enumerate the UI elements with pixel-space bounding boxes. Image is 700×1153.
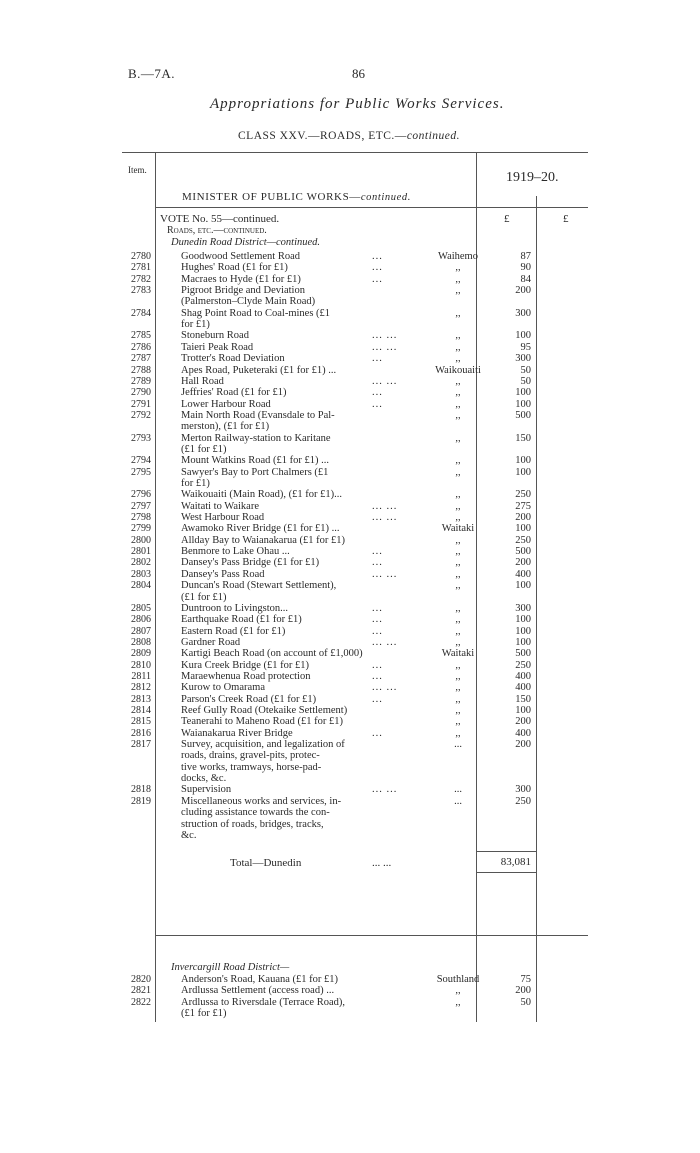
district-name: ,, xyxy=(455,670,461,682)
item-amount: 75 xyxy=(520,974,531,985)
table-row xyxy=(0,739,700,750)
item-description: merston), (£1 for £1) xyxy=(181,421,270,433)
item-number: 2795 xyxy=(131,466,151,478)
table-row xyxy=(0,682,700,693)
table-row xyxy=(0,251,700,262)
item-description: Hughes' Road (£1 for £1) xyxy=(181,262,288,274)
table-row xyxy=(0,557,700,568)
district-name: ,, xyxy=(455,353,461,365)
leader-dots: ... xyxy=(372,614,383,626)
item-description: Supervision xyxy=(181,784,232,796)
district-name: ,, xyxy=(455,500,461,512)
item-description: (Palmerston–Clyde Main Road) xyxy=(181,296,316,308)
table-row xyxy=(0,501,700,512)
item-description: Anderson's Road, Kauana (£1 for £1) xyxy=(181,974,339,985)
district-name: ,, xyxy=(455,659,461,671)
class-heading-continued: continued. xyxy=(406,130,461,142)
district-name: ,, xyxy=(455,409,461,421)
total-rule-top xyxy=(477,851,536,852)
item-description: Waikouaiti (Main Road), (£1 for £1)... xyxy=(181,489,342,501)
leader-dots: ... xyxy=(372,602,383,614)
district-name: ,, xyxy=(455,534,461,546)
district-name: ,, xyxy=(455,546,461,558)
item-amount: 250 xyxy=(515,489,531,501)
item-number: 2814 xyxy=(131,705,151,716)
table-row xyxy=(0,716,700,727)
table-row xyxy=(0,750,700,761)
item-description: Ardlussa Settlement (access road) ... xyxy=(181,985,335,997)
item-amount: 100 xyxy=(515,580,531,592)
item-description: Lower Harbour Road xyxy=(181,398,271,410)
item-description: Kurow to Omarama xyxy=(181,682,265,694)
table-row xyxy=(0,512,700,523)
table-row xyxy=(0,433,700,444)
table-row xyxy=(0,762,700,773)
table-row xyxy=(0,546,700,557)
district-name: Waitaki xyxy=(441,648,475,660)
district-name: ,, xyxy=(455,557,461,569)
page-title: Appropriations for Public Works Services. xyxy=(210,96,505,112)
district-name: ,, xyxy=(455,262,461,274)
table-row xyxy=(0,660,700,671)
item-amount: 100 xyxy=(515,466,531,478)
item-number: 2792 xyxy=(131,409,151,421)
item-description: Dansey's Pass Bridge (£1 for £1) xyxy=(181,557,320,569)
leader-dots: ... xyxy=(372,625,383,637)
district-name: ,, xyxy=(455,285,461,297)
item-amount: 50 xyxy=(520,364,531,376)
table-row xyxy=(0,671,700,682)
table-row xyxy=(0,648,700,659)
table-row xyxy=(0,626,700,637)
item-description: Stoneburn Road xyxy=(181,330,249,342)
table-row xyxy=(0,1008,700,1019)
item-amount: 200 xyxy=(515,739,531,751)
leader-dots: ... xyxy=(372,251,383,262)
district-name: ,, xyxy=(455,705,461,716)
table-row xyxy=(0,614,700,625)
item-number: 2800 xyxy=(131,534,151,546)
section-rule xyxy=(156,935,588,936)
item-description: cluding assistance towards the con- xyxy=(181,807,330,819)
item-number: 2817 xyxy=(131,739,151,751)
item-description: West Harbour Road xyxy=(181,512,265,524)
item-number: 2805 xyxy=(131,602,151,614)
item-amount: 87 xyxy=(520,251,531,262)
item-number: 2787 xyxy=(131,353,151,365)
item-description: Miscellaneous works and services, in- xyxy=(181,795,342,807)
item-number: 2797 xyxy=(131,500,151,512)
district-name: ,, xyxy=(455,693,461,705)
table-row xyxy=(0,985,700,996)
leader-dots: ... xyxy=(372,557,383,569)
table-row xyxy=(0,319,700,330)
item-description: for £1) xyxy=(181,478,210,489)
table-row xyxy=(0,974,700,985)
item-description: Benmore to Lake Ohau ... xyxy=(181,546,290,558)
item-number: 2813 xyxy=(131,693,151,705)
leader-dots: ... xyxy=(372,659,383,671)
table-row xyxy=(0,342,700,353)
total-label: Total—Dunedin xyxy=(230,857,302,869)
leader-dots: ... xyxy=(372,546,383,558)
item-number: 2791 xyxy=(131,398,151,410)
item-description: roads, drains, gravel-pits, protec- xyxy=(181,750,320,762)
table-row xyxy=(0,796,700,807)
item-number: 2801 xyxy=(131,546,151,558)
item-amount: 400 xyxy=(515,727,531,739)
item-description: Shag Point Road to Coal-mines (£1 xyxy=(181,307,331,319)
invercargill-district-heading: Invercargill Road District— xyxy=(171,962,290,973)
item-description: Taieri Peak Road xyxy=(181,341,254,353)
leader-dots: ... ... xyxy=(372,784,398,796)
item-number: 2780 xyxy=(131,251,151,262)
item-number: 2793 xyxy=(131,432,151,444)
table-row xyxy=(0,569,700,580)
item-number: 2790 xyxy=(131,387,151,399)
total-rule-bottom xyxy=(477,872,536,873)
item-number: 2809 xyxy=(131,648,151,660)
table-row xyxy=(0,296,700,307)
item-amount: 200 xyxy=(515,285,531,297)
table-row xyxy=(0,819,700,830)
currency-symbol: £ xyxy=(504,213,510,225)
item-amount: 300 xyxy=(515,784,531,796)
leader-dots: ... xyxy=(372,398,383,410)
leader-dots: ... ... xyxy=(372,500,398,512)
item-description: Apes Road, Puketeraki (£1 for £1) ... xyxy=(181,364,337,376)
leader-dots: ... xyxy=(372,387,383,399)
district-name: ... xyxy=(454,795,462,807)
item-amount: 400 xyxy=(515,682,531,694)
item-amount: 100 xyxy=(515,398,531,410)
district-name: ,, xyxy=(455,273,461,285)
item-amount: 250 xyxy=(515,795,531,807)
leader-dots: ... ... xyxy=(372,682,398,694)
item-number: 2811 xyxy=(131,670,151,682)
item-description: Goodwood Settlement Road xyxy=(181,251,300,262)
item-description: Main North Road (Evansdale to Pal- xyxy=(181,409,335,421)
dunedin-district-heading: Dunedin Road District—continued. xyxy=(171,237,321,248)
item-amount: 90 xyxy=(520,262,531,274)
item-description: (£1 for £1) xyxy=(181,591,227,603)
item-number: 2820 xyxy=(131,974,151,985)
district-name: ,, xyxy=(455,727,461,739)
item-amount: 150 xyxy=(515,693,531,705)
table-row xyxy=(0,285,700,296)
item-amount: 100 xyxy=(515,625,531,637)
district-name: ,, xyxy=(455,455,461,467)
item-description: Waitati to Waikare xyxy=(181,500,260,512)
item-amount: 500 xyxy=(515,648,531,660)
item-amount: 95 xyxy=(520,341,531,353)
item-description: Kura Creek Bridge (£1 for £1) xyxy=(181,659,309,671)
table-row xyxy=(0,421,700,432)
item-amount: 200 xyxy=(515,716,531,728)
item-column-header: Item. xyxy=(128,165,147,175)
item-description: struction of roads, bridges, tracks, xyxy=(181,818,324,830)
item-number: 2812 xyxy=(131,682,151,694)
item-amount: 400 xyxy=(515,568,531,580)
item-number: 2821 xyxy=(131,985,151,997)
item-amount: 200 xyxy=(515,985,531,997)
class-heading xyxy=(238,130,460,142)
item-description: Earthquake Road (£1 for £1) xyxy=(181,614,302,626)
table-row xyxy=(0,410,700,421)
minister-heading-text: MINISTER OF PUBLIC WORKS— xyxy=(182,191,361,203)
leader-dots: ... ... xyxy=(372,341,398,353)
item-number: 2802 xyxy=(131,557,151,569)
item-number: 2804 xyxy=(131,580,151,592)
table-row xyxy=(0,592,700,603)
item-description: Duntroon to Livingston... xyxy=(181,602,289,614)
total-value: 83,081 xyxy=(500,856,531,868)
table-row xyxy=(0,262,700,273)
table-row xyxy=(0,330,700,341)
item-number: 2785 xyxy=(131,330,151,342)
table-row xyxy=(0,694,700,705)
item-amount: 300 xyxy=(515,602,531,614)
item-amount: 100 xyxy=(515,636,531,648)
district-name: ,, xyxy=(455,614,461,626)
table-row xyxy=(0,353,700,364)
district-name: Waitaki xyxy=(441,523,475,535)
leader-dots: ... ... xyxy=(372,330,398,342)
year-header: 1919–20. xyxy=(506,170,559,185)
item-description: Gardner Road xyxy=(181,636,241,648)
leader-dots: ... xyxy=(372,353,383,365)
item-number: 2794 xyxy=(131,455,151,467)
item-number: 2789 xyxy=(131,375,151,387)
district-name: ,, xyxy=(455,398,461,410)
district-name: ,, xyxy=(455,307,461,319)
item-description: for £1) xyxy=(181,319,210,331)
item-number: 2796 xyxy=(131,489,151,501)
table-row xyxy=(0,376,700,387)
district-name: ,, xyxy=(455,602,461,614)
district-name: ,, xyxy=(455,466,461,478)
item-amount: 84 xyxy=(520,273,531,285)
table-row xyxy=(0,603,700,614)
item-amount: 300 xyxy=(515,307,531,319)
item-description: tive works, tramways, horse-pad- xyxy=(181,761,322,773)
roads-heading: Roads, etc.—continued. xyxy=(167,225,267,236)
item-description: Dansey's Pass Road xyxy=(181,568,265,580)
item-description: Jeffries' Road (£1 for £1) xyxy=(181,387,287,399)
district-name: ,, xyxy=(455,996,461,1008)
item-number: 2788 xyxy=(131,364,151,376)
item-description: Eastern Road (£1 for £1) xyxy=(181,625,286,637)
table-row xyxy=(0,807,700,818)
district-name: ,, xyxy=(455,489,461,501)
header-bottom-rule xyxy=(156,207,588,208)
district-name: ,, xyxy=(455,330,461,342)
item-number: 2799 xyxy=(131,523,151,535)
leader-dots: ... xyxy=(372,693,383,705)
item-description: Reef Gully Road (Otekaike Settlement) xyxy=(181,705,348,716)
item-number: 2818 xyxy=(131,784,151,796)
table-row xyxy=(0,830,700,841)
table-row xyxy=(0,467,700,478)
district-name: ,, xyxy=(455,636,461,648)
district-name: ,, xyxy=(455,375,461,387)
item-amount: 500 xyxy=(515,409,531,421)
table-top-rule xyxy=(122,152,588,153)
item-description: docks, &c. xyxy=(181,773,227,785)
item-number: 2816 xyxy=(131,727,151,739)
district-name: ... xyxy=(454,784,462,796)
item-description: Mount Watkins Road (£1 for £1) ... xyxy=(181,455,329,467)
item-amount: 200 xyxy=(515,512,531,524)
currency-symbol: £ xyxy=(563,213,569,225)
item-amount: 400 xyxy=(515,670,531,682)
leader-dots: ... xyxy=(372,262,383,274)
item-description: (£1 for £1) xyxy=(181,443,227,455)
table-row xyxy=(0,728,700,739)
page-number: 86 xyxy=(352,66,365,81)
item-amount: 100 xyxy=(515,387,531,399)
table-row xyxy=(0,773,700,784)
leader-dots: ... xyxy=(372,670,383,682)
item-number: 2810 xyxy=(131,659,151,671)
item-amount: 300 xyxy=(515,353,531,365)
table-row xyxy=(0,308,700,319)
item-amount: 100 xyxy=(515,330,531,342)
item-description: Ardlussa to Riversdale (Terrace Road), xyxy=(181,996,345,1008)
leader-dots: ... xyxy=(372,273,383,285)
table-row xyxy=(0,455,700,466)
table-row xyxy=(0,580,700,591)
item-number: 2781 xyxy=(131,262,151,274)
leader-dots: ... ... xyxy=(372,375,398,387)
vote-heading: VOTE No. 55—continued. xyxy=(160,213,280,225)
leader-dots: ... ... xyxy=(372,568,398,580)
item-amount: 100 xyxy=(515,455,531,467)
district-name: ... xyxy=(454,739,462,751)
item-amount: 500 xyxy=(515,546,531,558)
item-description: Maraewhenua Road protection xyxy=(181,670,311,682)
leader-dots: ... xyxy=(372,727,383,739)
item-amount: 100 xyxy=(515,705,531,716)
item-number: 2803 xyxy=(131,568,151,580)
district-name: Waihemo xyxy=(438,251,478,262)
item-amount: 50 xyxy=(520,375,531,387)
item-number: 2798 xyxy=(131,512,151,524)
item-number: 2808 xyxy=(131,636,151,648)
table-row xyxy=(0,489,700,500)
table-row xyxy=(0,997,700,1008)
item-number: 2782 xyxy=(131,273,151,285)
item-description: Waianakarua River Bridge xyxy=(181,727,293,739)
item-description: Duncan's Road (Stewart Settlement), xyxy=(181,580,337,592)
item-number: 2822 xyxy=(131,996,151,1008)
district-name: ,, xyxy=(455,387,461,399)
item-number: 2807 xyxy=(131,625,151,637)
item-number: 2806 xyxy=(131,614,151,626)
item-description: Survey, acquisition, and legalization of xyxy=(181,739,345,751)
item-amount: 250 xyxy=(515,659,531,671)
table-row xyxy=(0,523,700,534)
item-number: 2819 xyxy=(131,795,151,807)
table-row xyxy=(0,535,700,546)
leader-dots: ... ... xyxy=(372,512,398,524)
district-name: ,, xyxy=(455,580,461,592)
district-name: ,, xyxy=(455,716,461,728)
table-row xyxy=(0,478,700,489)
item-description: Hall Road xyxy=(181,375,224,387)
item-description: Allday Bay to Waianakarua (£1 for £1) xyxy=(181,534,345,546)
district-name: ,, xyxy=(455,985,461,997)
item-description: (£1 for £1) xyxy=(181,1008,227,1020)
item-description: Trotter's Road Deviation xyxy=(181,353,285,365)
minister-heading xyxy=(182,191,411,203)
leader-dots: ... ... xyxy=(372,636,398,648)
item-description: Kartigi Beach Road (on account of £1,000) xyxy=(181,648,363,660)
item-number: 2783 xyxy=(131,285,151,297)
item-number: 2786 xyxy=(131,341,151,353)
item-description: Awamoko River Bridge (£1 for £1) ... xyxy=(181,523,340,535)
minister-heading-continued: continued. xyxy=(360,192,411,203)
item-description: Merton Railway-station to Karitane xyxy=(181,432,331,444)
district-name: ,, xyxy=(455,568,461,580)
item-description: &c. xyxy=(181,829,197,841)
item-amount: 50 xyxy=(520,996,531,1008)
item-amount: 275 xyxy=(515,500,531,512)
item-number: 2815 xyxy=(131,716,151,728)
item-amount: 100 xyxy=(515,614,531,626)
item-description: Macraes to Hyde (£1 for £1) xyxy=(181,273,301,285)
table-row xyxy=(0,444,700,455)
district-name: Southland xyxy=(436,974,480,985)
table-row xyxy=(0,274,700,285)
item-amount: 100 xyxy=(515,523,531,535)
district-name: Waikouaiti xyxy=(435,364,481,376)
total-dots: ... ... xyxy=(372,857,392,869)
item-amount: 200 xyxy=(515,557,531,569)
item-description: Parson's Creek Road (£1 for £1) xyxy=(181,693,317,705)
item-description: Teanerahi to Maheno Road (£1 for £1) xyxy=(181,716,343,728)
district-name: ,, xyxy=(455,682,461,694)
district-name: ,, xyxy=(455,341,461,353)
item-number: 2784 xyxy=(131,307,151,319)
table-row xyxy=(0,365,700,376)
class-heading-text: CLASS XXV.—ROADS, ETC.— xyxy=(238,130,407,142)
item-description: Pigroot Bridge and Deviation xyxy=(181,285,305,297)
district-name: ,, xyxy=(455,625,461,637)
table-row xyxy=(0,387,700,398)
document-reference: B.—7A. xyxy=(128,66,176,81)
district-name: ,, xyxy=(455,432,461,444)
item-amount: 150 xyxy=(515,432,531,444)
table-row xyxy=(0,637,700,648)
table-row xyxy=(0,784,700,795)
district-name: ,, xyxy=(455,512,461,524)
item-description: Sawyer's Bay to Port Chalmers (£1 xyxy=(181,466,329,478)
item-amount: 250 xyxy=(515,534,531,546)
table-row xyxy=(0,705,700,716)
table-row xyxy=(0,399,700,410)
